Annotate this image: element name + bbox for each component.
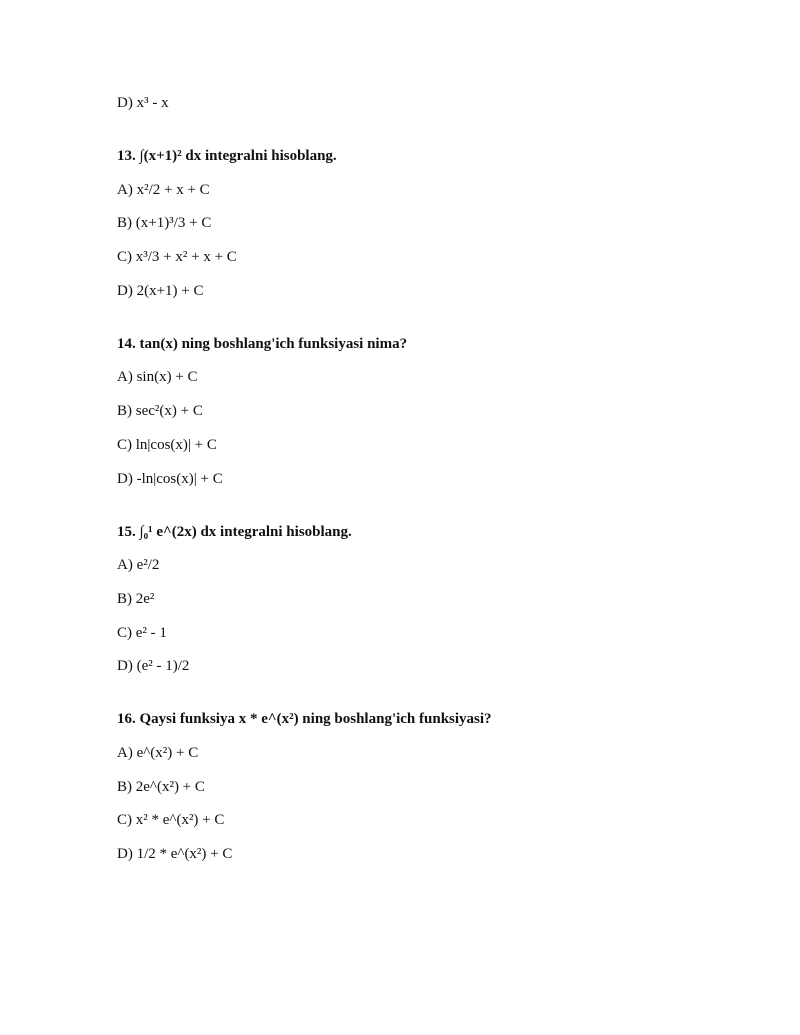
option-d: D) 2(x+1) + C (117, 282, 204, 299)
option-c: C) x² * e^(x²) + C (117, 812, 225, 829)
option-d: D) (e² - 1)/2 (117, 658, 190, 675)
option-a: A) e²/2 (117, 557, 160, 574)
document-content (117, 93, 737, 864)
question-16 (117, 709, 737, 864)
option-b: B) (x+1)³/3 + C (117, 215, 212, 232)
question-title: 15. ∫₀¹ e^(2x) dx integralni hisoblang. (117, 523, 352, 540)
option-b: B) 2e^(x²) + C (117, 778, 205, 795)
question-title: 14. tan(x) ning boshlang'ich funksiyasi nima? (117, 335, 408, 352)
option-a: A) e^(x²) + C (117, 744, 199, 761)
option-a: A) x²/2 + x + C (117, 181, 210, 198)
option-c: C) ln|cos(x)| + C (117, 436, 217, 453)
option-b: B) 2e² (117, 590, 155, 607)
option-d: D) -ln|cos(x)| + C (117, 470, 223, 487)
question-13 (117, 146, 737, 301)
question-title: 16. Qaysi funksiya x * e^(x²) ning boshlang'ich funksiyasi? (117, 711, 492, 728)
previous-question-option-d: D) x³ - x (117, 95, 169, 111)
option-b: B) sec²(x) + C (117, 403, 203, 420)
option-a: A) sin(x) + C (117, 369, 198, 386)
option-c: C) x³/3 + x² + x + C (117, 249, 237, 266)
question-15 (117, 522, 737, 677)
question-14 (117, 334, 737, 489)
option-c: C) e² - 1 (117, 624, 167, 641)
question-title: 13. ∫(x+1)² dx integralni hisoblang. (117, 148, 337, 164)
option-d: D) 1/2 * e^(x²) + C (117, 846, 233, 862)
